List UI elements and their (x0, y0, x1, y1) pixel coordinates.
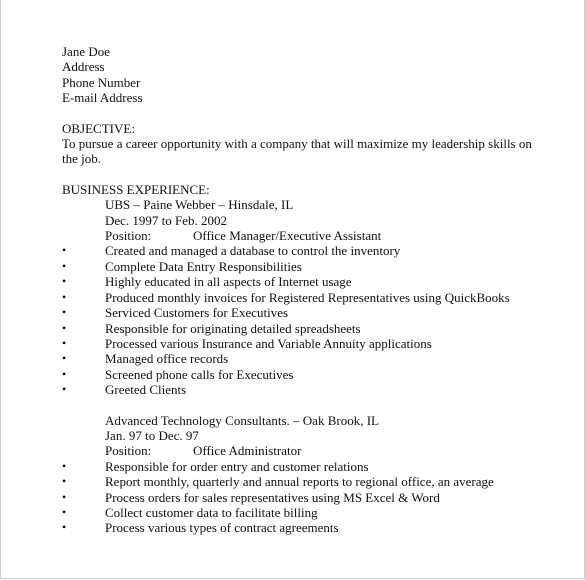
list-item (62, 474, 562, 489)
contact-name: Jane Doe (62, 44, 111, 59)
list-item (62, 336, 562, 351)
objective-heading: OBJECTIVE: (62, 120, 135, 136)
list-item (62, 459, 562, 474)
duty-text: Complete Data Entry Responsibilities (105, 258, 302, 274)
list-item (62, 274, 562, 289)
duty-text: Highly educated in all aspects of Internet usage (105, 274, 352, 290)
list-item (62, 305, 562, 320)
job-position-title: Office Manager/Executive Assistant (193, 228, 382, 244)
bullet-icon: • (62, 458, 67, 473)
job-company: UBS – Paine Webber – Hinsdale, IL (105, 197, 294, 213)
bullet-icon: • (62, 474, 67, 489)
job-position-row (62, 443, 562, 458)
list-item (62, 505, 562, 520)
job-dates: Dec. 1997 to Feb. 2002 (105, 212, 228, 228)
list-item (62, 351, 562, 366)
bullet-icon: • (62, 520, 67, 535)
bullet-icon: • (62, 243, 67, 258)
duty-text: Produced monthly invoices for Registered Representatives using QuickBooks (105, 289, 510, 305)
job-position-label: Position: (105, 443, 152, 459)
experience-heading: BUSINESS EXPERIENCE: (62, 181, 210, 197)
duty-text: Processed various Insurance and Variable Annuity applications (105, 335, 432, 351)
duty-text: Process various types of contract agreements (105, 520, 339, 536)
bullet-icon: • (62, 489, 67, 504)
job-position-label: Position: (105, 228, 152, 244)
resume-document (62, 44, 562, 536)
duty-text: Collect customer data to facilitate billing (105, 504, 318, 520)
duty-text: Process orders for sales representatives using MS Excel & Word (105, 489, 440, 505)
duty-text: Serviced Customers for Executives (105, 305, 289, 321)
duty-text: Responsible for order entry and customer relations (105, 458, 369, 474)
bullet-icon: • (62, 504, 67, 519)
bullet-icon: • (62, 289, 67, 304)
job-duties-list (62, 243, 562, 397)
contact-block (62, 44, 562, 106)
job-company: Advanced Technology Consultants. – Oak Brook, IL (105, 412, 379, 428)
job-position-row (62, 228, 562, 243)
bullet-icon: • (62, 274, 67, 289)
job-entry (62, 413, 562, 536)
list-item (62, 382, 562, 397)
bullet-icon: • (62, 382, 67, 397)
list-item (62, 367, 562, 382)
list-item (62, 321, 562, 336)
contact-email: E-mail Address (62, 90, 143, 106)
contact-address: Address (62, 59, 105, 75)
duty-text: Report monthly, quarterly and annual reports to regional office, an average (105, 474, 494, 490)
bullet-icon: • (62, 258, 67, 273)
job-dates: Jan. 97 to Dec. 97 (105, 427, 199, 443)
bullet-icon: • (62, 366, 67, 381)
duty-text: Created and managed a database to control the inventory (105, 243, 401, 259)
duty-text: Greeted Clients (105, 382, 187, 398)
bullet-icon: • (62, 305, 67, 320)
duty-text: Responsible for originating detailed spreadsheets (105, 320, 361, 336)
list-item (62, 490, 562, 505)
contact-phone: Phone Number (62, 74, 141, 90)
duty-text: Screened phone calls for Executives (105, 366, 294, 382)
experience-section (62, 182, 562, 536)
list-item (62, 243, 562, 258)
duty-text: Managed office records (105, 351, 229, 367)
job-position-title: Office Administrator (193, 443, 302, 459)
list-item (62, 520, 562, 535)
bullet-icon: • (62, 320, 67, 335)
bullet-icon: • (62, 351, 67, 366)
list-item (62, 259, 562, 274)
list-item (62, 290, 562, 305)
job-entry (62, 197, 562, 397)
bullet-icon: • (62, 335, 67, 350)
objective-text: To pursue a career opportunity with a company that will maximize my leadership skills on the job. (62, 136, 532, 167)
job-duties-list (62, 459, 562, 536)
objective-section (62, 121, 562, 167)
